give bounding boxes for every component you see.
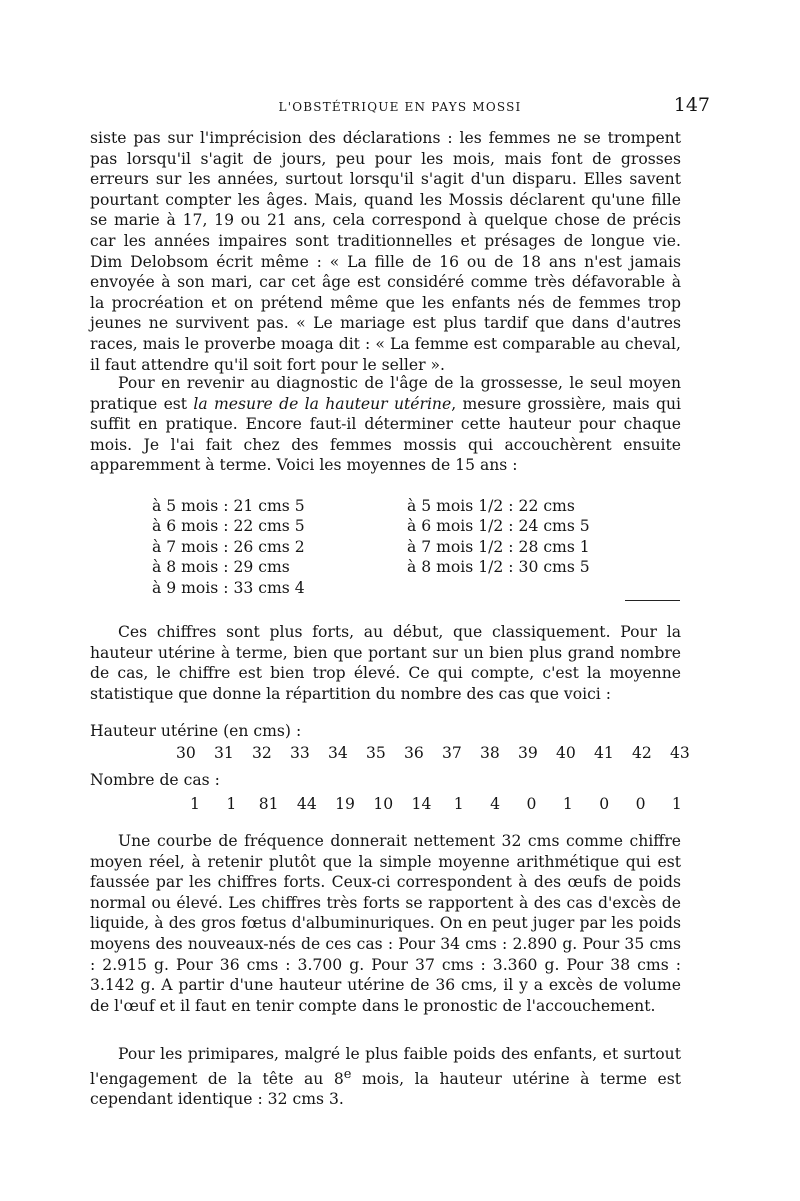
paragraph-5-part-b: mois, la hauteur utérine à terme est cependant identique : 32 cms 3. — [90, 1069, 681, 1109]
height-value: 39 — [518, 744, 538, 762]
case-count-label: Nombre de cas : — [90, 771, 220, 789]
measure-row: à 5 mois : 21 cms 5 — [152, 497, 305, 515]
count-value: 19 — [335, 795, 355, 813]
running-title: L'OBSTÉTRIQUE EN PAYS MOSSI — [278, 100, 522, 114]
measure-row: à 9 mois : 33 cms 4 — [152, 578, 305, 597]
height-value: 31 — [214, 744, 234, 762]
count-value: 1 — [190, 795, 200, 813]
paragraph-3: Ces chiffres sont plus forts, au début, que classiquement. Pour la hauteur utérine à terme, bien que portant sur un bien plus grand nombre de cas, le chiffre est bien trop élevé. Ce qui compte, c'est la moyenne statistique que donne la répartition du nombre des cas que voici : — [90, 623, 681, 703]
paragraph-block-4 — [90, 831, 681, 1016]
count-value: 1 — [562, 795, 573, 813]
page-header — [90, 96, 710, 120]
ordinal-superscript: e — [343, 1066, 352, 1082]
measures-column-whole-months — [152, 496, 305, 598]
paragraph-1: siste pas sur l'imprécision des déclarations : les femmes ne se trompent pas lorsqu'il s'agit de jours, peu pour les mois, mais font de grosses erreurs sur les années, surtout lorsqu'il s'agit d'un disparu. Elles savent pourtant compter les âges. Mais, quand les Mossis déclarent qu'une fille se marie à 17, 19 ou 21 ans, cela correspond à quelque chose de précis car les années impaires sont traditionnelles et présages de longue vie. Dim Delobsom écrit même : « La fille de 16 ou de 18 ans n'est jamais envoyée à son mari, car cet âge est considéré comme très défavorable à la procréation et on prétend même que les enfants nés de femmes trop jeunes ne survivent pas. « Le mariage est plus tardif que dans d'autres races, mais le proverbe moaga dit : « La femme est comparable au cheval, il faut attendre qu'il soit fort pour le seller ». — [90, 129, 681, 374]
count-value: 1 — [671, 795, 682, 813]
count-value: 81 — [258, 795, 279, 813]
table-divider-dash — [625, 600, 680, 601]
paragraph-block-1 — [90, 128, 681, 375]
paragraph-2 — [90, 373, 681, 476]
case-count-values — [186, 795, 686, 813]
measure-row: à 8 mois 1/2 : 30 cms 5 — [407, 558, 590, 577]
measure-row: à 6 mois : 22 cms 5 — [152, 517, 305, 536]
height-value: 30 — [176, 744, 196, 762]
count-value: 4 — [490, 795, 501, 813]
paragraph-2-after: , mesure grossière, mais qui suffit en pratique. Encore faut-il déterminer cette hauteur pour chaque mois. Je l'ai fait chez des femmes mossis qui accouchèrent ensuite apparemment à terme. Voici les moyennes de 15 ans : — [90, 394, 681, 475]
height-value: 38 — [480, 744, 500, 762]
height-value: 34 — [328, 744, 348, 762]
paragraph-block-5 — [90, 1044, 681, 1110]
measures-column-half-months — [407, 496, 590, 578]
height-value: 33 — [290, 744, 310, 762]
measure-row: à 5 mois 1/2 : 22 cms — [407, 497, 575, 515]
count-value: 0 — [635, 795, 646, 813]
height-value: 43 — [670, 744, 690, 762]
paragraph-5-part-a: Pour les primipares, malgré le plus faible poids des enfants, et surtout l'engagement de la tête au 8 — [90, 1045, 681, 1088]
paragraph-block-2 — [90, 373, 681, 476]
uterine-height-values — [176, 744, 690, 762]
paragraph-2-before: Pour en revenir au diagnostic de l'âge de la grossesse, le seul moyen pratique est — [90, 374, 681, 413]
count-value: 0 — [526, 795, 537, 813]
count-value: 1 — [226, 795, 237, 813]
uterine-height-label: Hauteur utérine (en cms) : — [90, 722, 302, 740]
count-value: 14 — [411, 795, 432, 813]
paragraph-5 — [90, 1044, 681, 1110]
count-value: 0 — [599, 795, 610, 813]
measure-row: à 6 mois 1/2 : 24 cms 5 — [407, 517, 590, 536]
height-value: 35 — [366, 744, 386, 762]
count-value: 10 — [373, 795, 394, 813]
height-value: 41 — [594, 744, 614, 762]
count-value: 1 — [453, 795, 464, 813]
paragraph-2-italic: la mesure de la hauteur utérine — [193, 394, 452, 413]
height-value: 42 — [632, 744, 652, 762]
height-value: 40 — [556, 744, 576, 762]
page-number: 147 — [673, 94, 710, 116]
height-value: 36 — [404, 744, 424, 762]
paragraph-4: Une courbe de fréquence donnerait nettement 32 cms comme chiffre moyen réel, à retenir plutôt que la simple moyenne arithmétique qui est faussée par les chiffres forts. Ceux-ci correspondent à des œufs de poids normal ou élevé. Les chiffres très forts se rapportent à des cas d'excès de liquide, à des gros fœtus d'albuminuriques. On en peut juger par les poids moyens des nouveaux-nés de ces cas : Pour 34 cms : 2.890 g. Pour 35 cms : 2.915 g. Pour 36 cms : 3.700 g. Pour 37 cms : 3.360 g. Pour 38 cms : 3.142 g. A partir d'une hauteur utérine de 36 cms, il y a excès de volume de l'œuf et il faut en tenir compte dans le pronostic de l'accouchement. — [90, 832, 681, 1015]
paragraph-block-3 — [90, 622, 681, 704]
measure-row: à 7 mois 1/2 : 28 cms 1 — [407, 537, 590, 556]
measure-row: à 8 mois : 29 cms — [152, 558, 290, 577]
height-value: 37 — [442, 744, 462, 762]
count-value: 44 — [296, 795, 317, 813]
height-value: 32 — [252, 744, 272, 762]
measure-row: à 7 mois : 26 cms 2 — [152, 537, 305, 556]
